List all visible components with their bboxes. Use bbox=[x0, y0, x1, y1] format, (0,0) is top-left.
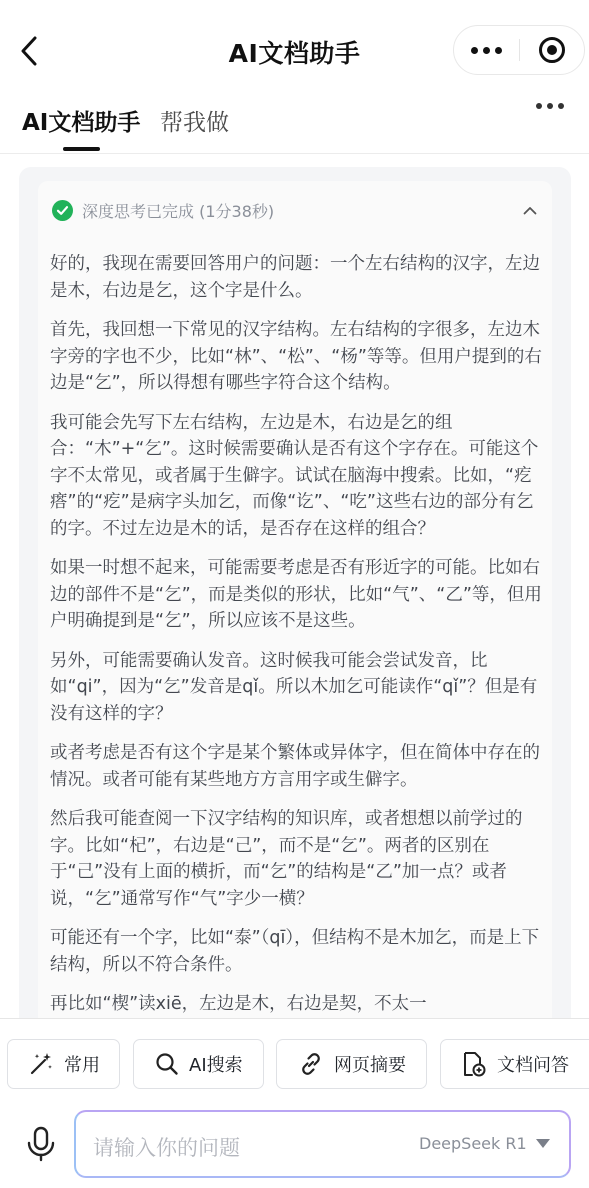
quick-action-label: AI搜索 bbox=[189, 1055, 243, 1076]
more-horizontal-icon bbox=[471, 47, 478, 54]
thinking-paragraph: 我可能会先写下左右结构，左边是木，右边是乞的组合：“木”+“乞”。这时候需要确认是否有这个字存在。可能这个字不太常见，或者属于生僻字。试试在脑海中搜索。比如，“疙瘩”的“疙”是病字头加乞，而像“讫”、“吃”这些右边的部分有乞的字。不过左边是木的话，是否存在这样的组合？ bbox=[50, 412, 539, 539]
page-title: AI文档助手 bbox=[228, 39, 361, 68]
chevron-up-icon bbox=[523, 206, 537, 215]
thinking-paragraph: 可能还有一个字，比如“泰”（qī），但结构不是木加乞，而是上下结构，所以不符合条件。 bbox=[50, 928, 540, 975]
thinking-paragraph: 然后我可能查阅一下汉字结构的知识库，或者想想以前学过的字。比如“杞”，右边是“己”，而不是“乞”。两者的区别在于“己”没有上面的横折，而“乞”的结构是“乙”加一点？或者说，“乞”通常写作“气”字少一横？ bbox=[50, 809, 523, 909]
quick-action-web-summary[interactable] bbox=[276, 1039, 427, 1089]
tab-bar bbox=[0, 96, 589, 154]
caret-down-icon bbox=[536, 1139, 550, 1148]
input-bar bbox=[0, 1110, 589, 1178]
bottom-divider bbox=[0, 1018, 589, 1019]
thinking-paragraph: 好的，我现在需要回答用户的问题：一个左右结构的汉字，左边是木，右边是乞，这个字是什么。 bbox=[50, 254, 540, 301]
thinking-paragraph: 再比如“楔”读xiē，左边是木，右边是契，不太一 bbox=[50, 994, 427, 1014]
microphone-icon bbox=[25, 1126, 57, 1162]
miniapp-capsule bbox=[453, 25, 585, 75]
thinking-header[interactable] bbox=[52, 199, 274, 222]
magic-wand-icon bbox=[28, 1051, 54, 1077]
thinking-content bbox=[50, 251, 544, 1018]
model-selector[interactable] bbox=[419, 1134, 550, 1153]
thinking-paragraph: 另外，可能需要确认发音。这时候我可能会尝试发音，比如“qi”，因为“乞”发音是qǐ。所以木加乞可能读作“qǐ”？但是有没有这样的字？ bbox=[50, 650, 538, 724]
quick-action-label: 网页摘要 bbox=[334, 1055, 406, 1076]
quick-action-doc-qa[interactable] bbox=[440, 1039, 589, 1089]
quick-action-label: 常用 bbox=[64, 1055, 100, 1076]
active-tab-indicator bbox=[63, 147, 100, 151]
tab-ai-doc-assistant[interactable]: AI文档助手 bbox=[22, 110, 141, 136]
tabs-more-button[interactable] bbox=[536, 100, 570, 112]
top-nav-bar bbox=[0, 0, 589, 96]
chat-area bbox=[19, 167, 571, 1018]
voice-input-button[interactable] bbox=[22, 1125, 60, 1163]
input-placeholder: 请输入你的问题 bbox=[93, 1136, 240, 1160]
quick-action-ai-search[interactable] bbox=[133, 1039, 264, 1089]
more-button[interactable] bbox=[454, 25, 519, 75]
tab-help-me-do[interactable]: 帮我做 bbox=[160, 110, 229, 136]
thinking-paragraph: 首先，我回想一下常见的汉字结构。左右结构的字很多，左边木字旁的字也不少，比如“林”、“松”、“杨”等等。但用户提到的右边是“乞”，所以得想有哪些字符合这个结构。 bbox=[50, 320, 542, 393]
model-name: DeepSeek R1 bbox=[419, 1134, 527, 1153]
quick-action-common[interactable] bbox=[7, 1039, 120, 1089]
quick-action-label: 文档问答 bbox=[497, 1055, 569, 1076]
miniapp-close-icon bbox=[538, 36, 566, 64]
close-miniapp-button[interactable] bbox=[520, 25, 584, 75]
question-input[interactable] bbox=[74, 1110, 571, 1178]
quick-actions bbox=[0, 1039, 589, 1089]
more-dots-icon bbox=[536, 103, 542, 109]
collapse-button[interactable] bbox=[520, 200, 540, 220]
thinking-paragraph: 或者考虑是否有这个字是某个繁体或异体字，但在简体中存在的情况。或者可能有某些地方方言用字或生僻字。 bbox=[50, 743, 540, 790]
link-icon bbox=[298, 1051, 324, 1077]
thinking-card bbox=[38, 181, 552, 1018]
check-circle-icon bbox=[52, 200, 73, 221]
search-icon bbox=[155, 1052, 179, 1076]
thinking-paragraph: 如果一时想不起来，可能需要考虑是否有形近字的可能。比如右边的部件不是“乞”，而是类似的形状，比如“气”、“乙”等，但用户明确提到是“乞”，所以应该不是这些。 bbox=[50, 558, 542, 631]
thinking-status: 深度思考已完成 (1分38秒) bbox=[82, 202, 275, 221]
document-add-icon bbox=[461, 1050, 487, 1078]
